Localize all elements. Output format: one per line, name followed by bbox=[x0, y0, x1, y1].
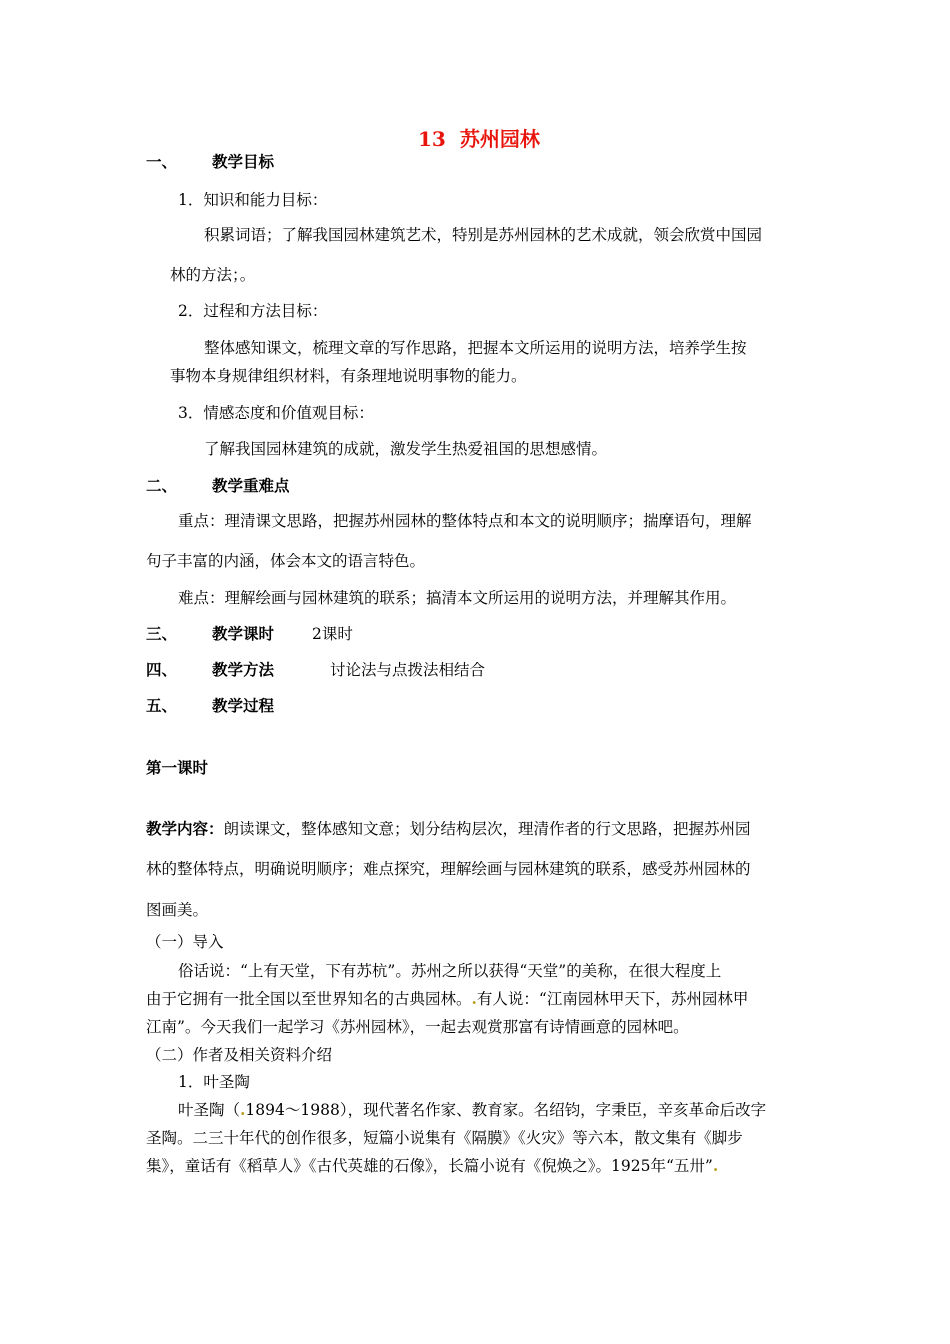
goal-3-line-1: 了解我国园林建筑的成就，激发学生热爱祖国的思想感情。 bbox=[204, 440, 608, 458]
intro-line-3: 江南”。今天我们一起学习《苏州园林》，一起去观赏那富有诗情画意的园林吧。 bbox=[146, 1018, 689, 1036]
page-title bbox=[418, 126, 540, 152]
section-1-heading bbox=[146, 152, 275, 172]
goal-1-label: 1．知识和能力目标： bbox=[178, 191, 328, 209]
section-4-number: 四、 bbox=[146, 660, 178, 679]
lesson-1-heading: 第一课时 bbox=[146, 758, 209, 777]
section-3-title: 教学课时 bbox=[212, 624, 275, 643]
intro-line-2 bbox=[146, 989, 748, 1009]
title-text: 苏州园林 bbox=[459, 127, 540, 151]
section-5-title: 教学过程 bbox=[212, 696, 275, 715]
goal-2-label: 2．过程和方法目标： bbox=[178, 302, 328, 320]
section-3-heading bbox=[146, 624, 353, 644]
section-4-title: 教学方法 bbox=[212, 660, 275, 679]
intro-line-1: 俗话说：“上有天堂，下有苏杭”。苏州之所以获得“天堂”的美称，在很大程度上 bbox=[178, 962, 722, 980]
goal-2-line-2: 事物本身规律组织材料，有条理地说明事物的能力。 bbox=[170, 367, 527, 385]
content-label: 教学内容： bbox=[146, 819, 224, 838]
title-number: 13 bbox=[418, 127, 446, 151]
goal-1-line-2: 林的方法；。 bbox=[170, 266, 256, 284]
difficult-point-line-1: 难点：理解绘画与园林建筑的联系；搞清本文所运用的说明方法，并理解其作用。 bbox=[178, 589, 737, 607]
content-text-1: 朗读课文，整体感知文意；划分结构层次，理清作者的行文思路，把握苏州园 bbox=[223, 820, 751, 838]
section-4-value: 讨论法与点拨法相结合 bbox=[330, 661, 486, 679]
author-dot: . bbox=[240, 1100, 246, 1119]
section-4-heading bbox=[146, 660, 486, 680]
goal-1-line-1: 积累词语；了解我国园林建筑艺术，特别是苏州园林的艺术成就，领会欣赏中国园 bbox=[204, 226, 763, 244]
section-1-number: 一、 bbox=[146, 152, 178, 171]
content-line-1 bbox=[146, 819, 751, 839]
goal-2-line-1: 整体感知课文，梳理文章的写作思路，把握本文所运用的说明方法，培养学生按 bbox=[204, 339, 747, 357]
section-5-heading bbox=[146, 696, 275, 716]
section-2-number: 二、 bbox=[146, 476, 178, 495]
section-1-title: 教学目标 bbox=[212, 152, 275, 171]
content-line-2: 林的整体特点，明确说明顺序；难点探究，理解绘画与园林建筑的联系，感受苏州园林的 bbox=[146, 860, 751, 878]
section-5-number: 五、 bbox=[146, 696, 178, 715]
author-line-1 bbox=[178, 1100, 766, 1120]
content-line-3: 图画美。 bbox=[146, 901, 209, 919]
section-2-title: 教学重难点 bbox=[212, 476, 290, 495]
goal-3-label: 3．情感态度和价值观目标： bbox=[178, 404, 374, 422]
author-label: 1．叶圣陶 bbox=[178, 1073, 250, 1091]
section-3-number: 三、 bbox=[146, 624, 178, 643]
key-point-line-1: 重点：理清课文思路，把握苏州园林的整体特点和本文的说明顺序；揣摩语句，理解 bbox=[178, 512, 752, 530]
author-line-2: 圣陶。二三十年代的创作很多，短篇小说集有《隔膜》《火灾》等六本，散文集有《脚步 bbox=[146, 1129, 743, 1147]
author-line-1-a: 叶圣陶（ bbox=[178, 1101, 241, 1119]
author-line-3-text: 集》，童话有《稻草人》《古代英雄的石像》，长篇小说有《倪焕之》。1925年“五卅” bbox=[146, 1157, 713, 1175]
section-3-value: 2课时 bbox=[312, 625, 353, 643]
section-2-heading bbox=[146, 476, 290, 496]
part-2-heading: （二）作者及相关资料介绍 bbox=[146, 1046, 333, 1064]
intro-line-2-b: 有人说：“江南园林甲天下，苏州园林甲 bbox=[476, 990, 749, 1008]
part-1-heading: （一）导入 bbox=[146, 933, 224, 951]
author-dot-2: . bbox=[712, 1156, 719, 1175]
key-point-line-2: 句子丰富的内涵，体会本文的语言特色。 bbox=[146, 552, 426, 570]
author-line-3 bbox=[146, 1156, 718, 1176]
author-line-1-b: 1894～1988），现代著名作家、教育家。名绍钧，字秉臣，辛亥革命后改字 bbox=[245, 1101, 767, 1119]
intro-line-2-a: 由于它拥有一批全国以至世界知名的古典园林。 bbox=[146, 990, 472, 1008]
intro-dot: . bbox=[471, 989, 477, 1008]
